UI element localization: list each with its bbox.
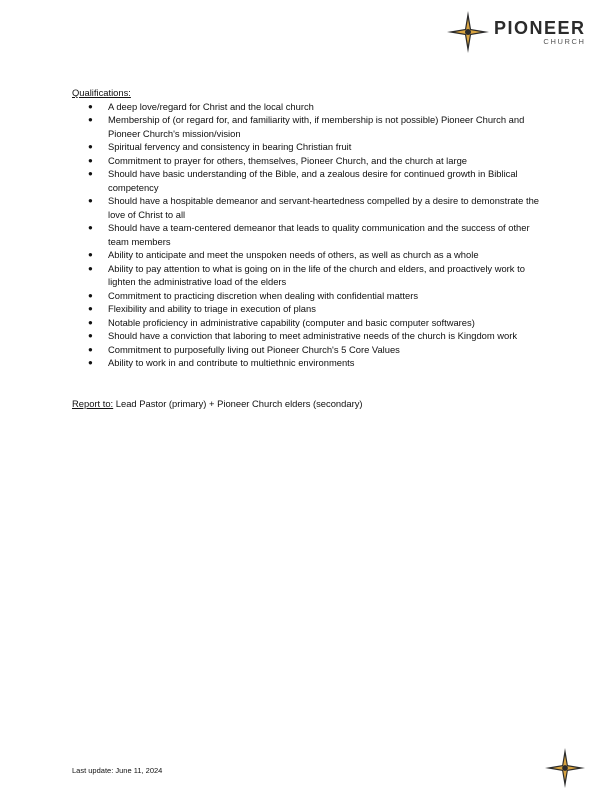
report-to-text: Lead Pastor (primary) + Pioneer Church elders (secondary): [113, 397, 363, 409]
bullet-icon: ●: [88, 196, 93, 205]
list-item: [72, 316, 542, 330]
compass-star-icon: [545, 748, 585, 788]
bullet-icon: ●: [88, 155, 93, 165]
qualification-text: Should have basic understanding of the Bible, and a zealous desire for continued growth in Biblical competency: [108, 168, 518, 193]
bullet-icon: ●: [88, 169, 93, 178]
qualification-text: Spiritual fervency and consistency in bearing Christian fruit: [108, 141, 352, 152]
qualification-text: Notable proficiency in administrative capability (computer and basic computer softwares): [108, 316, 475, 328]
report-to-label: Report to:: [72, 397, 114, 409]
qualification-text: Should have a conviction that laboring to meet administrative needs of the church is Kingdom work: [108, 330, 518, 341]
qualification-text: Membership of (or regard for, and familiarity with, if membership is not possible) Pioneer Church and Pioneer Church's mission/vision: [108, 114, 525, 139]
bullet-icon: ●: [88, 304, 93, 313]
bullet-icon: ●: [88, 344, 93, 354]
list-item: [72, 167, 542, 194]
list-item: [72, 100, 542, 114]
bullet-icon: ●: [88, 101, 93, 111]
list-item: [72, 140, 542, 154]
bullet-icon: ●: [88, 250, 93, 259]
qualification-text: Should have a team-centered demeanor that leads to quality communication and the success of other team members: [108, 222, 530, 247]
logo-name: PIONEER: [494, 17, 586, 38]
qualification-text: Ability to work in and contribute to multiethnic environments: [108, 357, 355, 368]
bullet-icon: ●: [88, 142, 93, 151]
qualification-text: Ability to pay attention to what is going on in the life of the church and elders, and proactively work to lighten the administrative load of the elders: [108, 262, 525, 287]
list-item: [72, 289, 542, 303]
qualification-text: Ability to anticipate and meet the unspoken needs of others, as well as church as a whole: [108, 249, 479, 260]
qualification-text: Flexibility and ability to triage in execution of plans: [108, 303, 316, 314]
list-item: [72, 343, 542, 357]
list-item: [72, 329, 542, 343]
report-to: [72, 397, 542, 411]
bullet-icon: ●: [88, 290, 93, 300]
bullet-icon: ●: [88, 263, 93, 273]
compass-star-icon: [447, 11, 489, 53]
list-item: [72, 356, 542, 370]
pioneer-church-logo: [447, 11, 586, 53]
list-item: [72, 154, 542, 168]
bullet-icon: ●: [88, 115, 93, 124]
qualifications-list: [72, 100, 542, 370]
bullet-icon: ●: [88, 223, 93, 232]
list-item: [72, 221, 542, 248]
list-item: [72, 194, 542, 221]
qualification-text: Commitment to practicing discretion when dealing with confidential matters: [108, 289, 419, 301]
qualification-text: Should have a hospitable demeanor and servant-heartedness compelled by a desire to demonstrate the love of Christ to all: [108, 195, 540, 220]
list-item: [72, 302, 542, 316]
list-item: [72, 113, 542, 140]
list-item: [72, 262, 542, 289]
job-description-body: [72, 86, 542, 410]
bullet-icon: ●: [88, 358, 93, 367]
last-update: Last update: June 11, 2024: [72, 766, 163, 775]
qualifications-heading: Qualifications:: [72, 87, 131, 98]
qualification-text: A deep love/regard for Christ and the local church: [108, 100, 314, 112]
list-item: [72, 248, 542, 262]
logo-sub: CHURCH: [543, 36, 586, 46]
qualification-text: Commitment to purposefully living out Pioneer Church's 5 Core Values: [108, 343, 400, 355]
bullet-icon: ●: [88, 317, 93, 327]
qualification-text: Commitment to prayer for others, themselves, Pioneer Church, and the church at large: [108, 154, 468, 166]
bullet-icon: ●: [88, 331, 93, 340]
